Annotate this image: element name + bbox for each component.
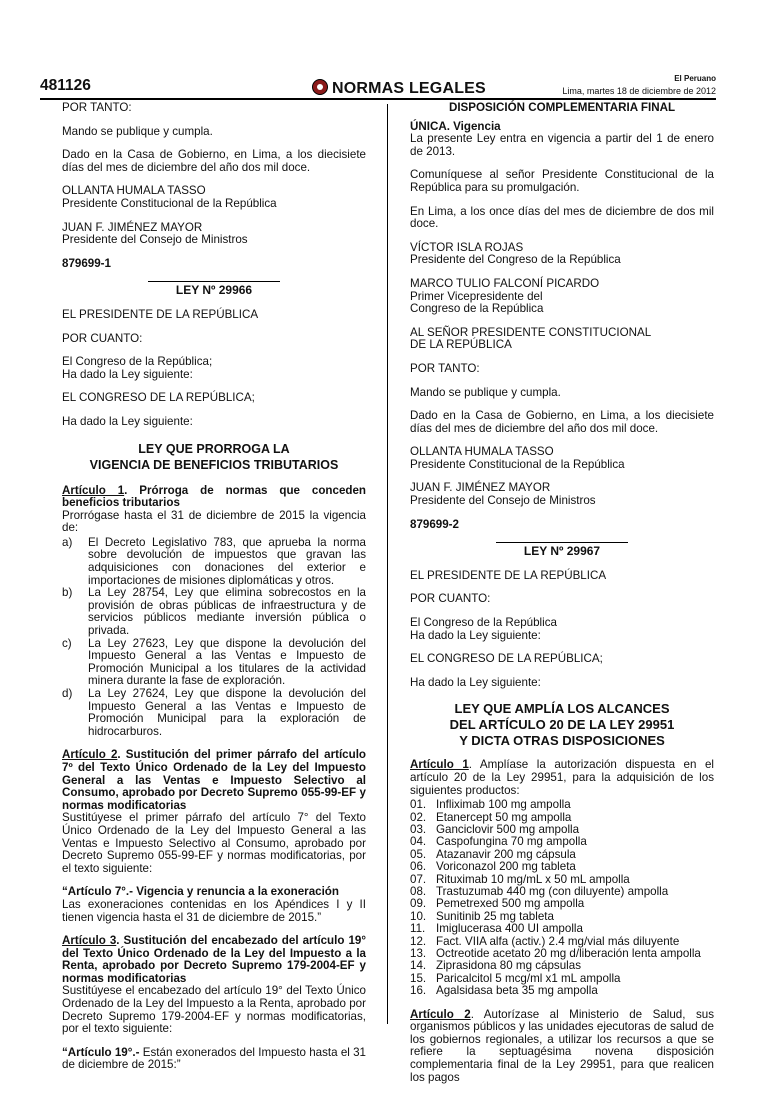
list-marker: 03. — [410, 823, 427, 836]
paragraph: EL CONGRESO DE LA REPÚBLICA; — [62, 391, 255, 405]
line: Ha dado la Ley siguiente: — [62, 367, 193, 381]
article-heading-text: . Sustitución del primer párrafo del artículo 7º del Texto Único Ordenado de la Ley del Impuesto General a las Ventas e Impuesto Selectivo al Consumo, aprobado por Decreto Supremo 055-99-EF y normas modificatorias — [62, 748, 366, 812]
list-marker: d) — [62, 687, 73, 700]
product-name: Infliximab 100 mg ampolla — [436, 798, 571, 812]
signatory-role: Presidente Constitucional de la República — [62, 196, 277, 210]
signatory-role: Congreso de la República — [410, 302, 544, 316]
unica-provision — [410, 121, 714, 159]
list-marker: 05. — [410, 847, 427, 861]
signature-block — [410, 278, 714, 316]
list-marker: 14. — [410, 959, 427, 973]
law-heading-line: VIGENCIA DE BENEFICIOS TRIBUTARIOS — [89, 457, 339, 472]
list-item-text: La Ley 27624, Ley que dispone la devolución del Impuesto General a las Ventas e Impuesto de Promoción Municipal para la exploración de hidrocarburos. — [88, 687, 366, 738]
signatory-name: MARCO TULIO FALCONÍ PICARDO — [410, 276, 600, 290]
publication-title-text: NORMAS LEGALES — [332, 80, 486, 97]
law-title: LEY Nº 29967 — [523, 544, 601, 559]
law-title-rule — [148, 281, 280, 282]
law-heading-line: LEY QUE AMPLÍA LOS ALCANCES — [454, 701, 670, 717]
line: El Congreso de la República; — [62, 355, 213, 369]
signatory-role: Presidente del Consejo de Ministros — [410, 494, 596, 508]
product-name: Etanercept 50 mg ampolla — [436, 810, 572, 824]
article-2-heading — [62, 749, 366, 812]
provision-heading: ÚNICA. Vigencia — [410, 119, 501, 133]
quoted-article — [62, 886, 366, 924]
benefit-list — [62, 537, 366, 739]
paragraph: Dado en la Casa de Gobierno, en Lima, a los diecisiete días del mes de diciembre del año dos mil doce. — [62, 148, 366, 174]
paragraph: POR TANTO: — [62, 101, 132, 114]
signatory-role: Presidente del Congreso de la República — [410, 253, 621, 267]
line: DE LA REPÚBLICA — [410, 338, 512, 352]
list-marker: c) — [62, 636, 72, 650]
signature-block — [410, 482, 714, 507]
paragraph: Mando se publique y cumpla. — [62, 124, 213, 138]
article-text: Sustitúyese el encabezado del artículo 19° del Texto Único Ordenado de la Ley del Impuesto a la Renta, aprobado por Decreto Supremo 179-2004-EF y normas modificatorias, por el texto siguiente: — [62, 984, 366, 1036]
paragraph: Dado en la Casa de Gobierno, en Lima, a los diecisiete días del mes de diciembre del año dos mil doce. — [410, 409, 714, 435]
law-heading — [410, 701, 714, 749]
list-marker: 11. — [410, 922, 426, 936]
paragraph: Mando se publique y cumpla. — [410, 385, 561, 399]
law-heading-line: Y DICTA OTRAS DISPOSICIONES — [459, 733, 665, 749]
law-heading-line: LEY QUE PRORROGA LA — [138, 441, 290, 456]
paragraph — [62, 356, 366, 381]
signatory-role: Presidente del Consejo de Ministros — [62, 233, 248, 247]
article-label: Artículo 1 — [62, 483, 125, 497]
product-name: Octreotide acetato 20 mg d/liberación lenta ampolla — [436, 947, 701, 961]
signatory-name: JUAN F. JIMÉNEZ MAYOR — [410, 481, 551, 495]
list-marker: 13. — [410, 947, 427, 961]
product-name: Paricalcitol 5 mcg/ml x1 mL ampolla — [436, 971, 621, 985]
article-2 — [410, 1009, 714, 1085]
list-marker: 04. — [410, 835, 427, 849]
list-marker: a) — [62, 535, 73, 549]
law-title-rule — [496, 542, 628, 543]
provision-text: La presente Ley entra en vigencia a partir del 1 de enero de 2013. — [410, 132, 714, 158]
signature-block — [62, 185, 366, 210]
benefit-list-item — [62, 638, 366, 688]
section-title: DISPOSICIÓN COMPLEMENTARIA FINAL — [448, 101, 676, 114]
product-name: Fact. VIIA alfa (activ.) 2.4 mg/vial más diluyente — [436, 934, 680, 948]
list-marker: b) — [62, 586, 73, 600]
product-name: Pemetrexed 500 mg ampolla — [436, 897, 585, 911]
list-item-text: La Ley 28754, Ley que elimina sobrecostos en la provisión de obras públicas de infraestructura y de servicios públicos mediante inversión pública o privada. — [88, 586, 366, 638]
coat-of-arms-icon — [312, 79, 328, 95]
column-divider — [387, 104, 388, 1024]
product-name: Sunitinib 25 mg tableta — [436, 909, 554, 923]
article-label: Artículo 1 — [410, 758, 469, 772]
line: El Congreso de la República — [410, 616, 557, 630]
article-label: Artículo 2 — [410, 1007, 471, 1021]
list-marker: 10. — [410, 909, 427, 923]
list-marker: 08. — [410, 885, 427, 899]
article-text: . Autorízase al Ministerio de Salud, sus organismos públicos y las unidades ejecutoras de salud de los gobiernos regionales, a utilizar los recursos a que se refiere la septuagésima novena disposición complementaria final de la Ley 29951, para que realicen los pagos — [410, 1007, 714, 1084]
article-heading-text: . Prórroga de normas que conceden beneficios tributarios — [62, 483, 366, 510]
signatory-role: Presidente Constitucional de la República — [410, 457, 625, 471]
article-3-heading — [62, 935, 366, 985]
article-text: . Amplíase la autorización dispuesta en el artículo 20 de la Ley 29951, para la adquisición de los siguientes productos: — [410, 758, 715, 797]
signatory-name: VÍCTOR ISLA ROJAS — [410, 240, 524, 254]
document-code: 879699-2 — [410, 517, 459, 531]
addressee — [410, 327, 714, 352]
law-title: LEY Nº 29966 — [175, 283, 253, 298]
product-name: Rituximab 10 mg/mL x 50 mL ampolla — [436, 872, 630, 886]
article-label: Artículo 2 — [62, 748, 118, 762]
header-meta — [562, 74, 716, 96]
law-heading — [62, 441, 366, 473]
benefit-list-item — [62, 587, 366, 637]
left-column — [62, 102, 366, 1083]
paragraph: EL PRESIDENTE DE LA REPÚBLICA — [410, 568, 607, 582]
quoted-article-heading: “Artículo 19°.- — [62, 1045, 140, 1059]
list-item-text: El Decreto Legislativo 783, que aprueba la norma sobre devolución de impuestos que gravan las adquisiciones con donaciones del exterior e importaciones de misiones diplomáticas y otros. — [88, 535, 366, 587]
list-marker: 01. — [410, 798, 427, 812]
product-name: Ganciclovir 500 mg ampolla — [436, 823, 580, 836]
product-list-item — [410, 985, 714, 997]
law-heading-line: DEL ARTÍCULO 20 DE LA LEY 29951 — [449, 717, 675, 733]
line: AL SEÑOR PRESIDENTE CONSTITUCIONAL — [410, 325, 652, 339]
paragraph: EL CONGRESO DE LA REPÚBLICA; — [410, 652, 603, 666]
publication-title — [312, 79, 486, 96]
product-name: Atazanavir 200 mg cápsula — [436, 847, 576, 861]
product-name: Trastuzumab 440 mg (con diluyente) ampolla — [436, 885, 669, 899]
list-marker: 06. — [410, 860, 427, 874]
quoted-article-text: Están exonerados del Impuesto hasta el 31 de diciembre de 2015:” — [62, 1045, 366, 1072]
signatory-name: JUAN F. JIMÉNEZ MAYOR — [62, 220, 203, 234]
paragraph: Ha dado la Ley siguiente: — [410, 675, 541, 689]
article-label: Artículo 3 — [62, 934, 117, 948]
paragraph: POR TANTO: — [410, 361, 480, 375]
paragraph: EL PRESIDENTE DE LA REPÚBLICA — [62, 307, 259, 321]
line: Ha dado la Ley siguiente: — [410, 628, 541, 642]
newspaper-name: El Peruano — [674, 74, 716, 83]
article-text: Prorrógase hasta el 31 de diciembre de 2015 la vigencia de: — [62, 508, 366, 535]
signatory-name: OLLANTA HUMALA TASSO — [62, 184, 206, 198]
article-1-heading — [62, 485, 366, 510]
article-heading-text: . Sustitución del encabezado del artículo 19° del Texto Único Ordenado de la Ley del Impuesto a la Renta, aprobado por Decreto Supremo 179-2004-EF y normas modificatorias — [62, 934, 366, 985]
signature-block — [410, 242, 714, 267]
header-rule — [40, 98, 716, 100]
product-name: Caspofungina 70 mg ampolla — [436, 835, 587, 849]
article-1 — [410, 759, 714, 797]
article-text: Sustitúyese el primer párrafo del artículo 7° del Texto Único Ordenado de la Ley del Impuesto General a las Ventas e Impuesto Selectivo al Consumo, aprobado por Decreto Supremo 055-99-EF y normas modificatorias, por el texto siguiente: — [62, 811, 366, 875]
signature-block — [410, 446, 714, 471]
benefit-list-item — [62, 537, 366, 587]
product-name: Voriconazol 200 mg tableta — [436, 860, 576, 874]
paragraph: Comuníquese al señor Presidente Constitucional de la República para su promulgación. — [410, 168, 714, 194]
product-name: Agalsidasa beta 35 mg ampolla — [436, 984, 598, 998]
product-name: Ziprasidona 80 mg cápsulas — [436, 959, 582, 973]
list-marker: 16. — [410, 984, 427, 998]
document-code: 879699-1 — [62, 256, 111, 270]
quoted-article-heading: “Artículo 7°.- Vigencia y renuncia a la exoneración — [62, 885, 339, 899]
paragraph: En Lima, a los once días del mes de diciembre de dos mil doce. — [410, 204, 714, 231]
list-item-text: La Ley 27623, Ley que dispone la devolución del Impuesto General a las Ventas e Impuesto de Promoción Municipal a los titulares de la actividad minera durante la fase de exploración. — [88, 636, 366, 688]
list-marker: 07. — [410, 872, 427, 886]
page-number: 481126 — [40, 77, 91, 94]
signature-block — [62, 222, 366, 247]
paragraph: Ha dado la Ley siguiente: — [62, 414, 193, 428]
quoted-article-text: Las exoneraciones contenidas en los Apéndices I y II tienen vigencia hasta el 31 de diciembre de 2015.” — [62, 897, 366, 924]
right-column — [410, 102, 714, 1095]
paragraph: POR CUANTO: — [62, 331, 143, 345]
product-list — [410, 799, 714, 998]
paragraph: POR CUANTO: — [410, 592, 491, 606]
quoted-article — [62, 1047, 366, 1072]
list-marker: 15. — [410, 971, 427, 985]
signatory-role: Primer Vicepresidente del — [410, 289, 543, 303]
benefit-list-item — [62, 688, 366, 738]
page-header — [40, 68, 716, 98]
signatory-name: OLLANTA HUMALA TASSO — [410, 445, 554, 459]
list-marker: 09. — [410, 897, 427, 911]
list-marker: 12. — [410, 934, 427, 948]
list-marker: 02. — [410, 810, 427, 824]
issue-date: Lima, martes 18 de diciembre de 2012 — [562, 86, 716, 96]
paragraph — [410, 617, 714, 642]
product-name: Imiglucerasa 400 UI ampolla — [436, 922, 583, 936]
